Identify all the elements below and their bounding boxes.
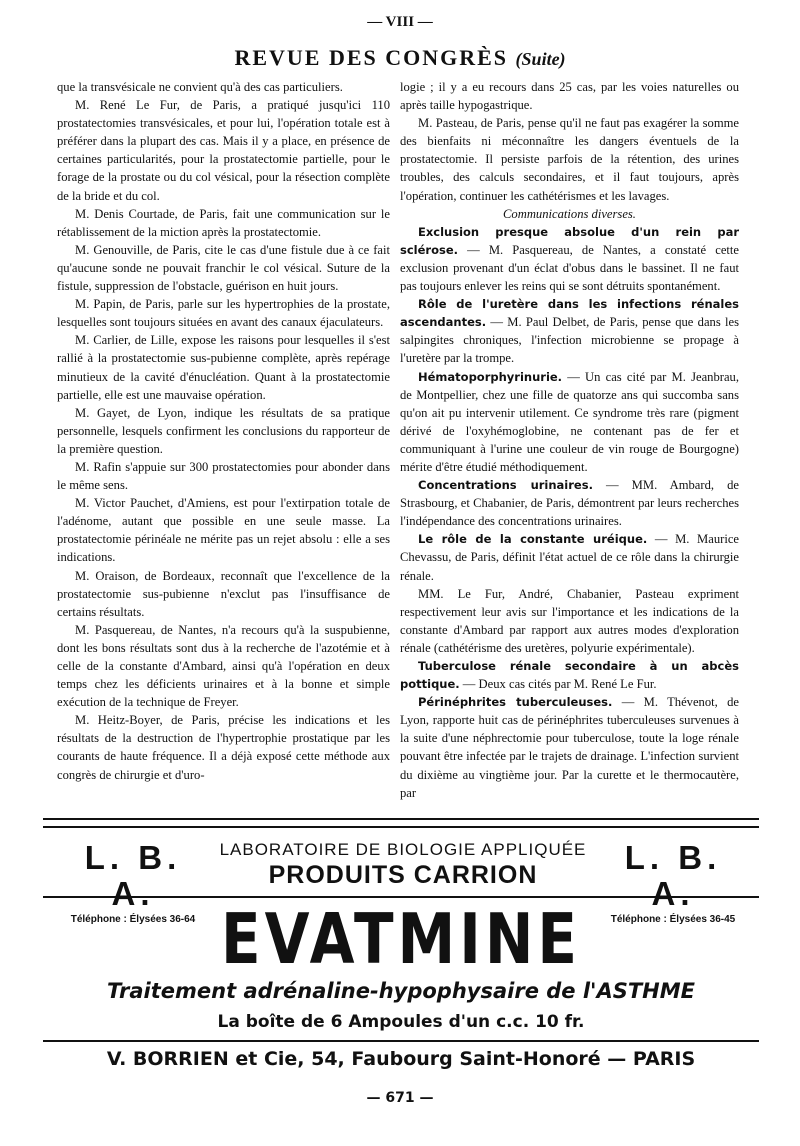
paragraph: M. Pasteau, de Paris, pense qu'il ne faut pas exagérer la somme des bienfaits ni méconnaître les dangers éventuels de la prostatectomie. Il persiste parfois de la rétention, des urines troubles, des calculs secondaires, et il faut toujours, après l'opération, continuer les cathétérismes et les lavages.	[400, 116, 739, 203]
entry-heading: Tuberculose rénale secondaire à un abcès pottique.	[400, 659, 739, 692]
paragraph: logie ; il y a eu recours dans 25 cas, par les voies naturelles ou après taille hypogastrique.	[400, 80, 739, 113]
ad-top-rule	[43, 826, 759, 828]
ad-divider	[43, 1040, 759, 1042]
subsection-title-text: Communications diverses.	[503, 206, 636, 221]
communication-entry	[400, 476, 739, 530]
laboratory-line: LABORATOIRE DE BIOLOGIE APPLIQUÉE	[219, 840, 587, 859]
lba-right-phone: Téléphone : Élysées 36-45	[610, 914, 736, 925]
subsection-title	[400, 205, 739, 223]
communication-entry	[400, 657, 739, 693]
paragraph: M. Genouville, de Paris, cite le cas d'une fistule due à ce fait qu'aucune sonde ne pouvait franchir le col vésical. Suture de la fistule, suppression de l'obstacle, guérison en huit jours.	[57, 242, 390, 294]
entry-heading: Rôle de l'uretère dans les infections rénales ascendantes.	[400, 297, 739, 330]
entry-body: — MM. Ambard, de Strasbourg, et Chabanier, de Paris, démontrent par leurs recherches l'indépendance des concentrations urinaires.	[400, 478, 739, 529]
paragraph: M. Heitz-Boyer, de Paris, précise les indications et les résultats de la destruction de l'hypertrophie prostatique par les courants de haute fréquence. Il a déjà exposé cette méthode aux congrès de chirurgie et d'uro-	[57, 713, 390, 782]
section-title-main: REVUE DES CONGRÈS	[234, 45, 509, 70]
paragraph: M. Carlier, de Lille, expose les raisons pour lesquelles il s'est rallié à la prostatectomie sus-pubienne complète, après repérage minutieux de la cavité d'énucléation. Quant à la prostatectomie partielle, elle est une mauvaise opération.	[57, 333, 390, 402]
paragraph: M. Rafin s'appuie sur 300 prostatectomies pour abonder dans le même sens.	[57, 459, 390, 493]
entry-body: — M. Paul Delbet, de Paris, pense que dans les salpingites chroniques, l'infection microbienne se propage à l'uretère par la trompe.	[400, 315, 739, 366]
advertisement	[43, 818, 759, 1110]
section-title	[0, 46, 800, 71]
paragraph: M. Denis Courtade, de Paris, fait une communication sur le rétablissement de la miction après la prostatectomie.	[57, 206, 390, 239]
paragraph: M. Oraison, de Bordeaux, reconnaît que l'excellence de la prostatectomie sus-pubienne n'exclut pas l'insuffisance de certains résultats.	[57, 568, 390, 619]
communication-entry	[400, 693, 739, 802]
lba-left-logo: L. B. A.	[84, 839, 182, 912]
paragraph: M. Papin, de Paris, parle sur les hypertrophies de la prostate, lesquelles sont toujours situées en avant des canaux éjaculateurs.	[57, 297, 390, 330]
communication-entry	[400, 223, 739, 295]
communication-entry: MM. Le Fur, André, Chabanier, Pasteau expriment respectivement leur avis sur l'importance et les indications de la constante d'Ambard par rapport aux autres modes d'exploration rénale (cathétérisme des uretères, polyurie expérimentale).	[400, 586, 739, 655]
lba-left-phone: Téléphone : Élysées 36-64	[70, 914, 196, 925]
entry-body: — Deux cas cités par M. René Le Fur.	[459, 677, 657, 692]
communication-entry	[400, 295, 739, 367]
paragraph: M. Gayet, de Lyon, indique les résultats de sa pratique personnelle, lesquels confirment les conclusions du rapporteur de la première question.	[57, 405, 390, 456]
ad-top-rule	[43, 818, 759, 820]
entry-body: — Un cas cité par M. Jeanbrau, de Montpellier, chez une fille de quatorze ans qui succomba sans qu'on ait pu intervenir utilement. Ce syndrome très rare (pigment dérivé de l'oxyhémoglobine, ne contenant pas de fer et communiquant à l'urine une couleur de vin rouge de Bourgogne) mérite d'être étudié méthodiquement.	[400, 369, 739, 474]
laboratory-name	[218, 840, 588, 890]
paragraph: M. Pasquereau, de Nantes, n'a recours qu'à la suspubienne, dont les bons résultats sont dus à la recherche de l'azotémie et à celle de la constante d'Ambard, ainsi qu'à l'opération en deux temps chez les déficients urinaires et à la bonne et simple exécution de la technique de Freyer.	[57, 622, 390, 710]
entry-heading: Hématoporphyrinurie.	[418, 369, 563, 384]
entry-heading: Concentrations urinaires.	[418, 478, 593, 493]
entry-body: — M. Pasquereau, de Nantes, a constaté cette exclusion provenant d'un éclat d'obus dans le bassinet. Il ne faut pas toujours enlever les reins qui se sont détruits spontanément.	[400, 242, 739, 294]
section-title-suffix: (Suite)	[515, 49, 566, 69]
entry-heading: Périnéphrites tuberculeuses.	[418, 695, 613, 710]
entry-body: — M. Thévenot, de Lyon, rapporte huit cas de périnéphrites tuberculeuses survenues à la suite d'une néphrectomie pour tuberculose, toute la loge rénale pouvant être infectée par le trajets de drainage. L'infection survient du dixième au vingtième jour. Par la curette et le thermocautère, par	[400, 695, 739, 800]
footer-page-number: — 671 —	[366, 1090, 434, 1106]
communication-entry	[400, 368, 739, 477]
left-column	[57, 78, 390, 784]
produits-carrion: PRODUITS CARRION	[268, 861, 538, 889]
paragraph: que la transvésicale ne convient qu'à des cas particuliers.	[57, 80, 343, 94]
entry-heading: Exclusion presque absolue d'un rein par sclérose.	[400, 224, 739, 257]
product-name: EVATMINE	[221, 898, 581, 980]
communication-entry	[400, 530, 739, 584]
entry-body: — M. Maurice Chevassu, de Paris, définit l'état actuel de ce rôle dans la chirurgie rénale.	[400, 532, 739, 583]
paragraph: M. Victor Pauchet, d'Amiens, est pour l'extirpation totale de l'adénome, autant que possible en une seule masse. La prostatectomie périnéale ne mérite pas un rejet absolu : elle a ses indications.	[57, 496, 390, 565]
paragraph: M. René Le Fur, de Paris, a pratiqué jusqu'ici 110 prostatectomies transvésicales, et pour lui, l'opération totale est à préférer dans la plupart des cas. Mais il y a place, en présence de certaines particularités, pour la prostatectomie partielle, pour le forage de la prostate ou du col vésical, pour la résection complète de la bride et du col.	[57, 98, 390, 203]
lba-right-logo: L. B. A.	[624, 839, 722, 912]
entry-heading: Le rôle de la constante uréique.	[418, 532, 648, 547]
product-price: La boîte de 6 Ampoules d'un c.c. 10 fr.	[217, 1012, 585, 1032]
product-tagline: Traitement adrénaline-hypophysaire de l'ASTHME	[107, 979, 695, 1003]
right-column	[400, 78, 739, 802]
distributor-address: V. BORRIEN et Cie, 54, Faubourg Saint-Honoré — PARIS	[106, 1048, 696, 1070]
roman-page-number: — VIII —	[367, 14, 433, 30]
